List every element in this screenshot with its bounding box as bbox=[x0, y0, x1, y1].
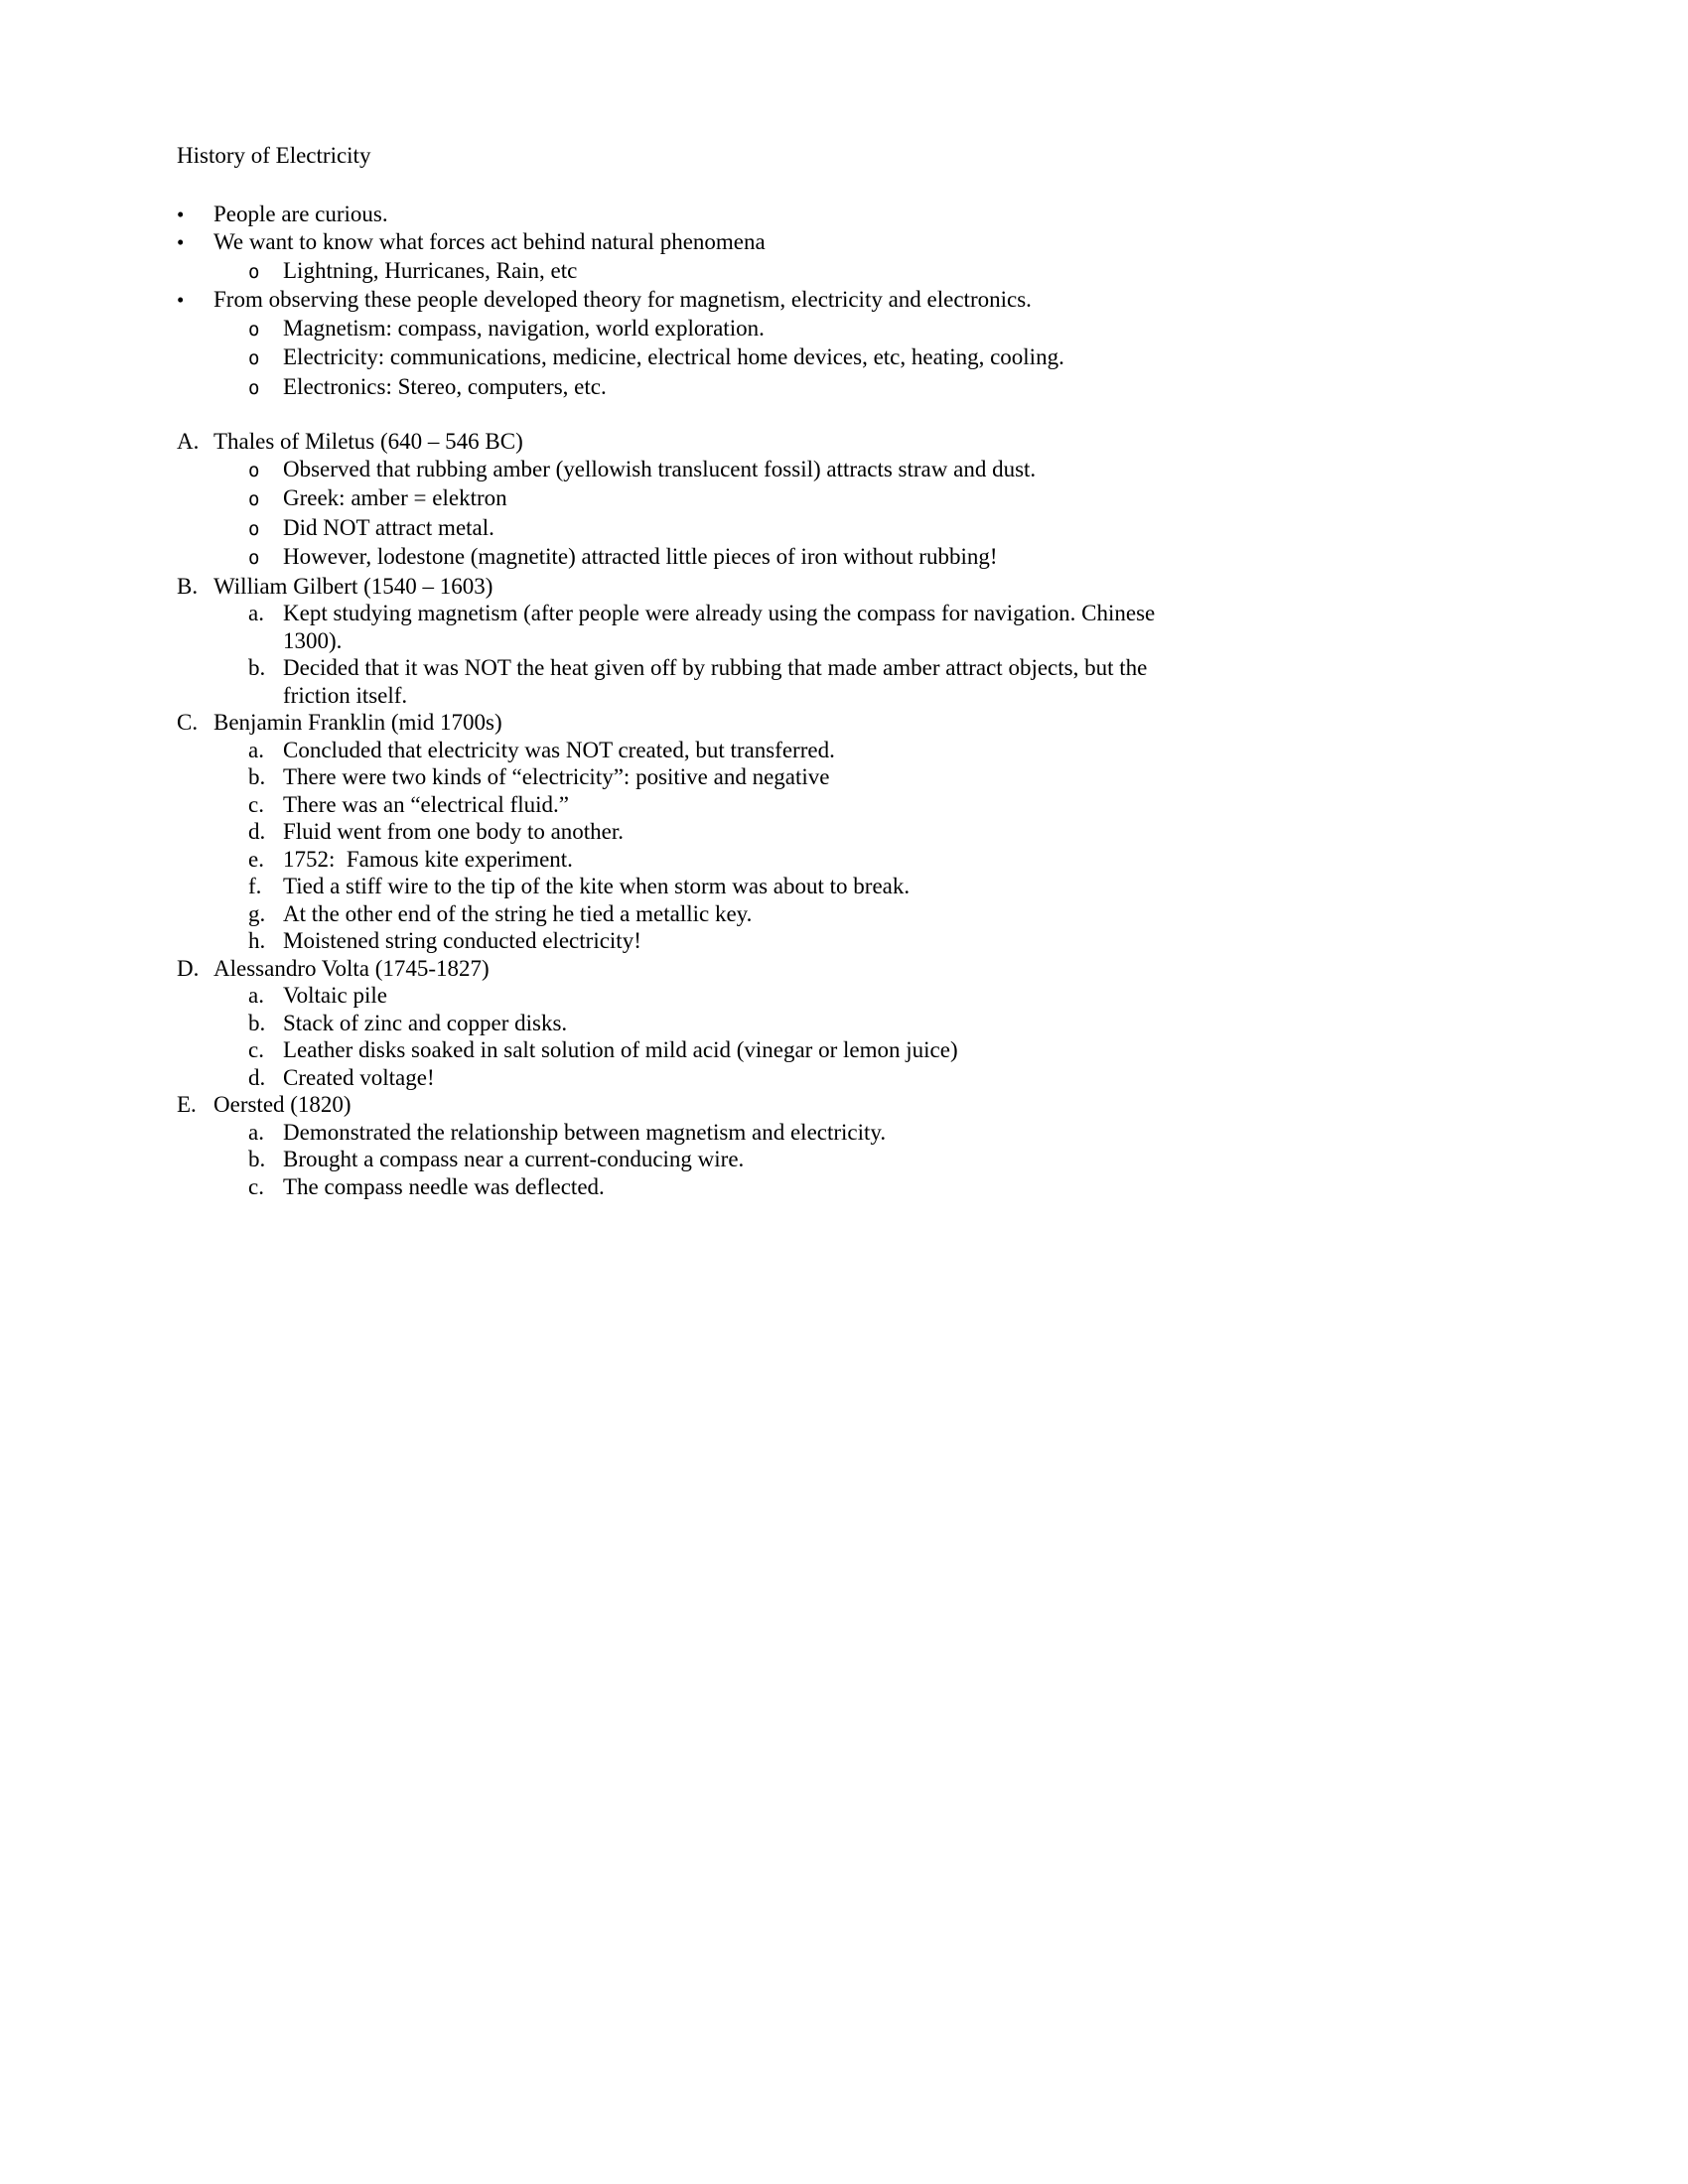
section-item-text: Moistened string conducted electricity! bbox=[283, 928, 641, 953]
bullet-item bbox=[177, 228, 1170, 257]
section-item bbox=[177, 791, 1170, 819]
sub-bullet-text: Electricity: communications, medicine, electrical home devices, etc, heating, cooling. bbox=[283, 344, 1064, 369]
section-item-text: Brought a compass near a current-conducing wire. bbox=[283, 1147, 745, 1171]
section-item bbox=[177, 456, 1170, 485]
sub-bullet-item bbox=[177, 373, 1170, 403]
letter-marker: h. bbox=[248, 928, 266, 953]
circle-marker: o bbox=[248, 459, 260, 481]
sub-bullet-item bbox=[177, 343, 1170, 373]
circle-marker: o bbox=[248, 376, 260, 399]
circle-marker: o bbox=[248, 517, 260, 540]
letter-marker: D. bbox=[177, 955, 200, 981]
circle-marker: o bbox=[248, 547, 260, 569]
sub-bullet-text: Electronics: Stereo, computers, etc. bbox=[283, 373, 607, 399]
letter-marker: b. bbox=[248, 764, 266, 789]
letter-marker: c. bbox=[248, 791, 264, 817]
section-item bbox=[177, 1146, 1170, 1173]
section-item bbox=[177, 543, 1170, 573]
letter-marker: A. bbox=[177, 429, 200, 454]
section-title: Alessandro Volta (1745-1827) bbox=[213, 955, 490, 981]
section-item bbox=[177, 1119, 1170, 1147]
section-item-text: Kept studying magnetism (after people were already using the compass for navigation. Chinese 1300). bbox=[283, 601, 1161, 653]
section-item-text: There was an “electrical fluid.” bbox=[283, 791, 569, 817]
section-title: Oersted (1820) bbox=[213, 1092, 352, 1117]
circle-marker: o bbox=[248, 260, 260, 283]
section-item bbox=[177, 654, 1170, 709]
section-heading bbox=[177, 573, 1170, 601]
section-item bbox=[177, 818, 1170, 846]
section-item-text: Greek: amber = elektron bbox=[283, 485, 507, 510]
letter-marker: C. bbox=[177, 710, 199, 735]
section-item bbox=[177, 763, 1170, 791]
bullet-marker: • bbox=[177, 288, 185, 312]
section-item bbox=[177, 900, 1170, 928]
bullet-list bbox=[177, 201, 1170, 403]
section-heading bbox=[177, 709, 1170, 737]
section-item-text: Leather disks soaked in salt solution of mild acid (vinegar or lemon juice) bbox=[283, 1037, 958, 1062]
section-item-text: Decided that it was NOT the heat given off by rubbing that made amber attract objects, but the friction itself. bbox=[283, 655, 1154, 708]
letter-marker: a. bbox=[248, 1119, 264, 1145]
letter-marker: E. bbox=[177, 1092, 197, 1117]
section-item bbox=[177, 1010, 1170, 1037]
circle-marker: o bbox=[248, 318, 260, 341]
section-title: Thales of Miletus (640 – 546 BC) bbox=[213, 429, 523, 454]
letter-marker: B. bbox=[177, 573, 199, 599]
circle-marker: o bbox=[248, 488, 260, 510]
letter-marker: b. bbox=[248, 655, 266, 680]
section-item bbox=[177, 982, 1170, 1010]
section-item bbox=[177, 873, 1170, 900]
bullet-marker: • bbox=[177, 202, 185, 226]
section-item bbox=[177, 484, 1170, 514]
sub-bullet-item bbox=[177, 257, 1170, 287]
letter-marker: f. bbox=[248, 874, 262, 898]
letter-marker: a. bbox=[248, 737, 264, 762]
section-item bbox=[177, 737, 1170, 764]
section-item-text: Fluid went from one body to another. bbox=[283, 819, 625, 844]
section-heading bbox=[177, 955, 1170, 983]
section-item-text: Concluded that electricity was NOT created, but transferred. bbox=[283, 737, 835, 762]
letter-marker: c. bbox=[248, 1037, 264, 1062]
letter-marker: a. bbox=[248, 601, 264, 625]
section-item-text: Demonstrated the relationship between magnetism and electricity. bbox=[283, 1119, 887, 1145]
letter-marker: c. bbox=[248, 1173, 264, 1199]
letter-marker: g. bbox=[248, 900, 266, 926]
section-item-text: At the other end of the string he tied a metallic key. bbox=[283, 900, 753, 926]
section-item-text: Voltaic pile bbox=[283, 983, 387, 1008]
circle-marker: o bbox=[248, 347, 260, 369]
section-item-text: Created voltage! bbox=[283, 1064, 435, 1090]
letter-marker: d. bbox=[248, 1064, 266, 1090]
section-item-text: Observed that rubbing amber (yellowish translucent fossil) attracts straw and dust. bbox=[283, 456, 1037, 481]
bullet-text: From observing these people developed theory for magnetism, electricity and electronics. bbox=[213, 287, 1032, 312]
section-item bbox=[177, 927, 1170, 955]
section-item-text: 1752: Famous kite experiment. bbox=[283, 846, 573, 872]
section-title: Benjamin Franklin (mid 1700s) bbox=[213, 710, 502, 735]
section-item-text: However, lodestone (magnetite) attracted little pieces of iron without rubbing! bbox=[283, 544, 998, 569]
bullet-text: People are curious. bbox=[213, 201, 388, 226]
sub-bullet-text: Lightning, Hurricanes, Rain, etc bbox=[283, 257, 578, 283]
section-item bbox=[177, 514, 1170, 544]
section-item bbox=[177, 1036, 1170, 1064]
sub-bullet-item bbox=[177, 315, 1170, 344]
section-item bbox=[177, 1173, 1170, 1201]
section-heading bbox=[177, 1091, 1170, 1119]
document-title: History of Electricity bbox=[177, 143, 371, 168]
section-item bbox=[177, 1064, 1170, 1092]
bullet-text: We want to know what forces act behind natural phenomena bbox=[213, 229, 766, 254]
section-gap bbox=[177, 402, 1170, 428]
letter-marker: b. bbox=[248, 1147, 266, 1171]
section-item-text: Tied a stiff wire to the tip of the kite when storm was about to break. bbox=[283, 874, 911, 898]
bullet-marker: • bbox=[177, 230, 185, 254]
section-title: William Gilbert (1540 – 1603) bbox=[213, 573, 493, 599]
outline-list bbox=[177, 428, 1170, 1200]
bullet-item bbox=[177, 201, 1170, 229]
section-item-text: Did NOT attract metal. bbox=[283, 514, 494, 540]
section-item-text: Stack of zinc and copper disks. bbox=[283, 1010, 568, 1035]
section-item-text: The compass needle was deflected. bbox=[283, 1173, 605, 1199]
bullet-item bbox=[177, 286, 1170, 315]
section-item bbox=[177, 846, 1170, 874]
sub-bullet-text: Magnetism: compass, navigation, world exploration. bbox=[283, 315, 765, 341]
section-item bbox=[177, 600, 1170, 654]
section-heading bbox=[177, 428, 1170, 456]
document-page bbox=[177, 142, 1170, 1200]
letter-marker: b. bbox=[248, 1010, 266, 1035]
letter-marker: a. bbox=[248, 983, 264, 1008]
letter-marker: d. bbox=[248, 819, 266, 844]
section-item-text: There were two kinds of “electricity”: positive and negative bbox=[283, 764, 830, 789]
letter-marker: e. bbox=[248, 846, 264, 872]
